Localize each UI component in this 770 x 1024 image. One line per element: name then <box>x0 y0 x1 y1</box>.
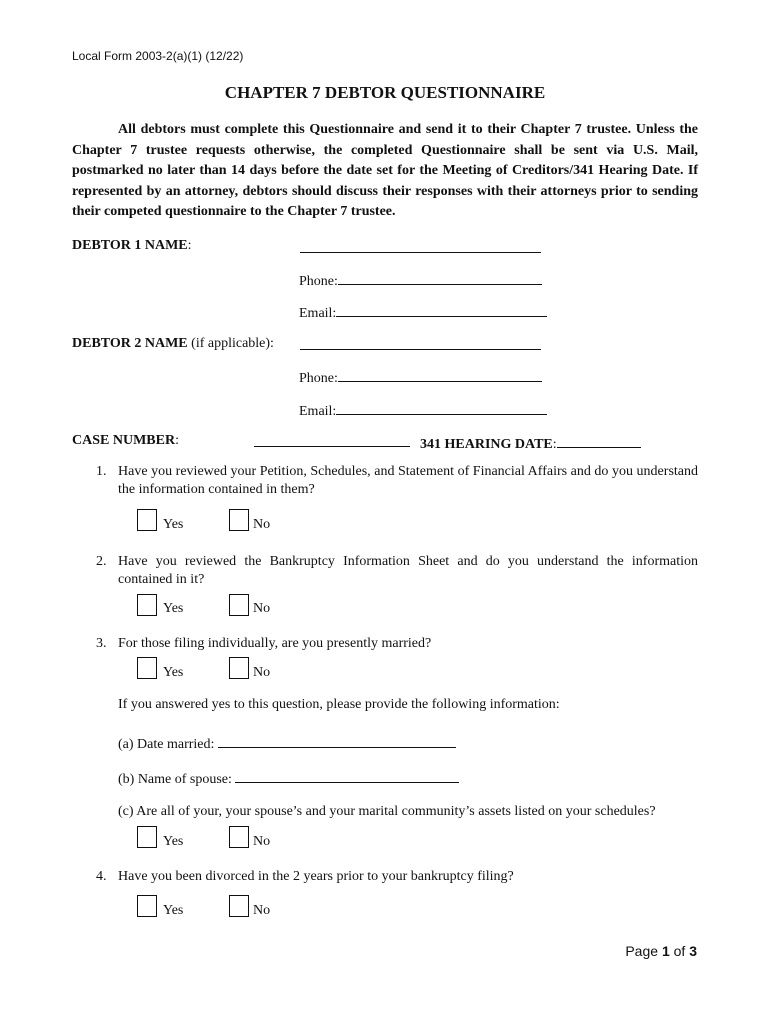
debtor2-label: DEBTOR 2 NAME (if applicable): <box>72 336 274 351</box>
debtor1-email-row <box>299 302 547 322</box>
question-3: 3. For those filing individually, are you presently married? <box>96 636 432 651</box>
q1-no-label: No <box>253 517 271 532</box>
date-married-field[interactable] <box>218 733 456 748</box>
q3-yes-label: Yes <box>163 665 184 680</box>
debtor1-email-field[interactable] <box>336 302 547 317</box>
debtor2-email-field[interactable] <box>336 400 547 415</box>
q2-no-checkbox[interactable] <box>229 594 249 616</box>
q3c-yes-checkbox[interactable] <box>137 826 157 848</box>
debtor2-name-field[interactable] <box>300 334 541 350</box>
debtor2-phone-label: Phone: <box>299 371 338 386</box>
question-1: 1. Have you reviewed your Petition, Schedules, and Statement of Financial Affairs and do you understand the information contained in them? <box>96 464 698 497</box>
date-married-label: (a) Date married: <box>118 737 215 752</box>
q3b-row <box>118 768 459 788</box>
intro-paragraph: All debtors must complete this Questionnaire and send it to their Chapter 7 trustee. Unless the Chapter 7 trustee requests otherwise, the completed Questionnaire shall be sent via U.S. Mail, postmarked no later than 14 days before the date set for the Meeting of Creditors/341 Hearing Date. If represented by an attorney, debtors should discuss their responses with their attorneys prior to sending their competed questionnaire to the Chapter 7 trustee. <box>72 122 698 219</box>
q3-no-checkbox[interactable] <box>229 657 249 679</box>
q1-yes-label: Yes <box>163 517 184 532</box>
q3c-text: (c) Are all of your, your spouse’s and your marital community’s assets listed on your schedules? <box>118 804 656 819</box>
debtor2-phone-row <box>299 367 542 387</box>
q2-yes-label: Yes <box>163 601 184 616</box>
case-number-field[interactable] <box>254 431 410 447</box>
q2-yes-checkbox[interactable] <box>137 594 157 616</box>
q1-no-checkbox[interactable] <box>229 509 249 531</box>
form-id: Local Form 2003-2(a)(1) (12/22) <box>72 49 244 63</box>
q2-no-label: No <box>253 601 271 616</box>
page-number: Page 1 of 3 <box>625 943 697 959</box>
q3-followup-intro: If you answered yes to this question, please provide the following information: <box>118 697 560 712</box>
page-title: CHAPTER 7 DEBTOR QUESTIONNAIRE <box>224 83 546 102</box>
debtor2-email-label: Email: <box>299 404 337 419</box>
q3-no-label: No <box>253 665 271 680</box>
debtor1-name-field[interactable] <box>300 237 541 253</box>
debtor2-phone-field[interactable] <box>338 367 542 382</box>
debtor1-label: DEBTOR 1 NAME: <box>72 238 192 253</box>
spouse-name-field[interactable] <box>235 768 459 783</box>
hearing-date-label: 341 HEARING DATE <box>420 437 553 452</box>
hearing-date-field[interactable] <box>557 433 641 448</box>
q3c-no-label: No <box>253 834 271 849</box>
q4-no-label: No <box>253 903 271 918</box>
debtor1-phone-field[interactable] <box>338 270 542 285</box>
q4-no-checkbox[interactable] <box>229 895 249 917</box>
q3-yes-checkbox[interactable] <box>137 657 157 679</box>
debtor1-phone-row <box>299 270 542 290</box>
question-4: 4. Have you been divorced in the 2 years prior to your bankruptcy filing? <box>96 869 514 884</box>
q4-yes-checkbox[interactable] <box>137 895 157 917</box>
debtor1-phone-label: Phone: <box>299 274 338 289</box>
q3c-yes-label: Yes <box>163 834 184 849</box>
q4-yes-label: Yes <box>163 903 184 918</box>
question-2: 2. Have you reviewed the Bankruptcy Information Sheet and do you understand the information contained in it? <box>96 554 698 587</box>
q3a-row <box>118 733 456 753</box>
case-number-label: CASE NUMBER: <box>72 433 179 448</box>
q1-yes-checkbox[interactable] <box>137 509 157 531</box>
debtor2-email-row <box>299 400 547 420</box>
q3c-no-checkbox[interactable] <box>229 826 249 848</box>
hearing-date-row: 341 HEARING DATE: <box>420 433 641 453</box>
spouse-name-label: (b) Name of spouse: <box>118 772 232 787</box>
debtor1-email-label: Email: <box>299 306 337 321</box>
